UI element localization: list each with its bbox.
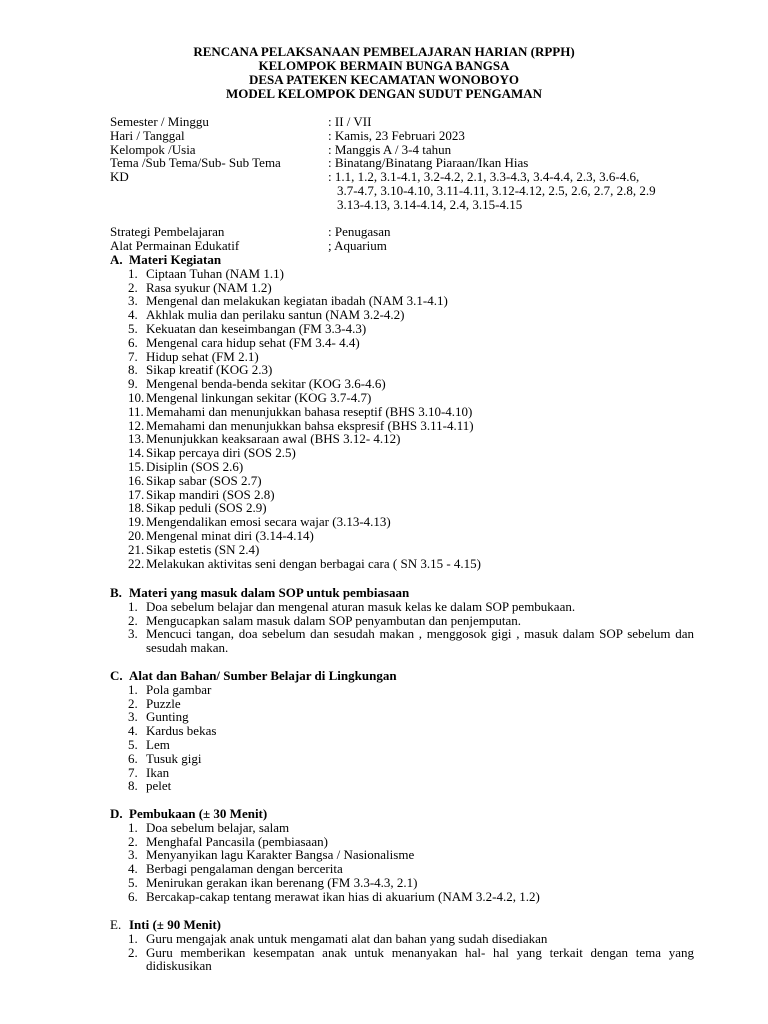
title-line-4: MODEL KELOMPOK DENGAN SUDUT PENGAMAN [225, 86, 543, 101]
list-item [110, 432, 694, 446]
list-item [110, 697, 694, 711]
identity-table [110, 115, 710, 253]
section-d-pembukaan [110, 807, 694, 904]
section-heading [110, 253, 694, 267]
list-item-number: 5. [128, 320, 138, 336]
list-item-number: 6. [128, 888, 138, 904]
list-item-number: 3. [128, 626, 138, 642]
list-item [110, 848, 694, 862]
list-item [110, 876, 694, 890]
list-item [110, 821, 694, 835]
list-item-number: 21. [128, 541, 145, 557]
list-item-text: Disiplin (SOS 2.6) [146, 458, 244, 474]
list-item-text: Menyanyikan lagu Karakter Bangsa / Nasionalisme [146, 847, 415, 863]
list-item-text: Sikap sabar (SOS 2.7) [146, 472, 262, 488]
list-item-number: 4. [128, 307, 138, 323]
section-title: Pembukaan (± 30 Menit) [129, 806, 268, 821]
list-item-number: 15. [128, 458, 145, 474]
list-item [110, 752, 694, 766]
list-item-text: Mengucapkan salam masuk dalam SOP penyambutan dan penjemputan. [146, 612, 521, 628]
list-item-number: 11. [128, 403, 144, 419]
list-item [110, 308, 694, 322]
list-item-number: 9. [128, 376, 138, 392]
meta-row-strategy [110, 225, 710, 239]
list-item-number: 7. [128, 764, 138, 780]
list-item [110, 350, 694, 364]
list-item [110, 405, 694, 419]
list-item-text: Mengenal dan melakukan kegiatan ibadah (NAM 3.1-4.1) [146, 293, 448, 309]
meta-value: : Manggis A / 3-4 tahun [328, 141, 452, 157]
list-item-number: 6. [128, 334, 138, 350]
list-item-number: 4. [128, 861, 138, 877]
list-item-number: 6. [128, 750, 138, 766]
list-item-text: Sikap mandiri (SOS 2.8) [146, 486, 275, 502]
list-item-number: 17. [128, 486, 145, 502]
list-item-text: Ciptaan Tuhan (NAM 1.1) [146, 265, 284, 281]
list-item-number: 1. [128, 819, 138, 835]
list-item-text: Menunjukkan keaksaraan awal (BHS 3.12- 4.12) [146, 431, 401, 447]
list-item-number: 4. [128, 723, 138, 739]
section-title: Materi Kegiatan [129, 252, 222, 267]
list-item-number: 22. [128, 555, 145, 571]
meta-value-continued: 3.7-4.7, 3.10-4.10, 3.11-4.11, 3.12-4.12, 2.5, 2.6, 2.7, 2.8, 2.9 [337, 182, 656, 198]
list-item-number: 14. [128, 445, 145, 461]
list-item-text: Sikap percaya diri (SOS 2.5) [146, 445, 296, 461]
list-item-text: Guru mengajak anak untuk mengamati alat dan bahan yang sudah disediakan [146, 930, 548, 946]
section-title: Materi yang masuk dalam SOP untuk pembiasaan [129, 585, 410, 600]
list-item-text: Doa sebelum belajar, salam [146, 819, 290, 835]
list-item-number: 3. [128, 709, 138, 725]
list-item [110, 267, 694, 281]
meta-row-group [110, 143, 710, 157]
list-item [110, 336, 694, 350]
list-item [110, 932, 694, 946]
section-letter: D. [110, 806, 123, 821]
list-item-number: 1. [128, 265, 138, 281]
list-item [110, 419, 694, 433]
section-list [110, 683, 694, 793]
meta-value-continued: 3.13-4.13, 3.14-4.14, 2.4, 3.15-4.15 [337, 196, 523, 212]
list-item [110, 529, 694, 543]
list-item-text: Pola gambar [146, 681, 212, 697]
list-item [110, 835, 694, 849]
list-item [110, 322, 694, 336]
list-item-text: Melakukan aktivitas seni dengan berbagai cara ( SN 3.15 - 4.15) [146, 555, 482, 571]
section-a-materi-kegiatan [110, 253, 694, 570]
list-item-text: Mengenal linkungan sekitar (KOG 3.7-4.7) [146, 389, 372, 405]
meta-label: Semester / Minggu [110, 114, 209, 129]
list-item [110, 600, 694, 614]
list-item-number: 2. [128, 279, 138, 295]
meta-label: Strategi Pembelajaran [110, 224, 225, 240]
list-item [110, 724, 694, 738]
list-item-text: Menghafal Pancasila (pembiasaan) [146, 833, 328, 849]
list-item [110, 377, 694, 391]
list-item-text: Hidup sehat (FM 2.1) [146, 348, 259, 364]
meta-row-tool [110, 239, 710, 253]
section-list [110, 600, 694, 655]
list-item-number: 5. [128, 874, 138, 890]
list-item-number: 5. [128, 736, 138, 752]
list-item [110, 946, 694, 974]
list-item [110, 862, 694, 876]
list-item [110, 627, 694, 655]
title-line-3: DESA PATEKEN KECAMATAN WONOBOYO [248, 72, 520, 87]
list-item [110, 766, 694, 780]
meta-label: Hari / Tanggal [110, 127, 185, 143]
list-item-number: 16. [128, 472, 145, 488]
list-item [110, 474, 694, 488]
section-heading [110, 807, 694, 821]
list-item-number: 3. [128, 847, 138, 863]
list-item-text: Berbagi pengalaman dengan bercerita [146, 861, 343, 877]
list-item [110, 501, 694, 515]
list-item [110, 779, 694, 793]
list-item-text: Mengenal benda-benda sekitar (KOG 3.6-4.6) [146, 376, 386, 392]
section-title: Inti (± 90 Menit) [129, 917, 221, 932]
list-item-text: Mengenal minat diri (3.14-4.14) [146, 527, 314, 543]
list-item-text: Tusuk gigi [146, 750, 202, 766]
meta-row-semester [110, 115, 710, 129]
list-item-text: Akhlak mulia dan perilaku santun (NAM 3.2-4.2) [146, 307, 405, 323]
meta-value: : Penugasan [328, 224, 391, 240]
list-item [110, 710, 694, 724]
section-title: Alat dan Bahan/ Sumber Belajar di Lingkungan [129, 668, 397, 683]
title-line-2: KELOMPOK BERMAIN BUNGA BANGSA [258, 58, 510, 73]
list-item-number: 7. [128, 348, 138, 364]
list-item-number: 3. [128, 293, 138, 309]
list-item-text: Kekuatan dan keseimbangan (FM 3.3-4.3) [146, 320, 367, 336]
meta-row-theme [110, 156, 710, 170]
meta-value: : II / VII [328, 114, 372, 129]
list-item-text: Mencuci tangan, doa sebelum dan sesudah makan , menggosok gigi , masuk dalam SOP sebelum dan sesudah makan. [146, 626, 694, 656]
list-item-text: Gunting [146, 709, 189, 725]
list-item-text: Kardus bekas [146, 723, 217, 739]
list-item-text: Doa sebelum belajar dan mengenal aturan masuk kelas ke dalam SOP pembukaan. [146, 598, 576, 614]
section-list [110, 821, 694, 904]
list-item-number: 19. [128, 514, 145, 530]
list-item-number: 1. [128, 681, 138, 697]
section-heading [110, 669, 694, 683]
list-item-number: 2. [128, 944, 138, 960]
meta-value: : Kamis, 23 Februari 2023 [328, 127, 465, 143]
list-item-text: Sikap estetis (SN 2.4) [146, 541, 260, 557]
list-item-number: 2. [128, 695, 138, 711]
list-item [110, 281, 694, 295]
list-item-number: 8. [128, 778, 138, 794]
list-item-text: Bercakap-cakap tentang merawat ikan hias di akuarium (NAM 3.2-4.2, 1.2) [146, 888, 540, 904]
list-item-text: Lem [146, 736, 170, 752]
section-heading [110, 918, 694, 932]
section-list [110, 267, 694, 571]
title-line-1: RENCANA PELAKSANAAN PEMBELAJARAN HARIAN (RPPH) [193, 44, 575, 59]
list-item-text: Memahami dan menunjukkan bahasa reseptif (BHS 3.10-4.10) [146, 403, 473, 419]
list-item [110, 515, 694, 529]
section-letter: E. [110, 917, 122, 932]
list-item-text: Ikan [146, 764, 170, 780]
meta-label: Alat Permainan Edukatif [110, 238, 240, 254]
list-item-number: 8. [128, 362, 138, 378]
list-item [110, 683, 694, 697]
document-title [0, 45, 768, 101]
list-item-number: 18. [128, 500, 145, 516]
list-item-text: Guru memberikan kesempatan anak untuk menanyakan hal- hal yang terkait dengan tema yang didiskusikan [146, 944, 694, 974]
list-item-number: 13. [128, 431, 145, 447]
list-item [110, 294, 694, 308]
list-item-text: Puzzle [146, 695, 181, 711]
meta-label: Tema /Sub Tema/Sub- Sub Tema [110, 155, 281, 171]
list-item [110, 614, 694, 628]
section-letter: B. [110, 585, 122, 600]
list-item-number: 10. [128, 389, 145, 405]
list-item [110, 460, 694, 474]
section-list [110, 932, 694, 973]
list-item [110, 543, 694, 557]
list-item [110, 738, 694, 752]
list-item-number: 2. [128, 833, 138, 849]
section-letter: C. [110, 668, 123, 683]
list-item-text: Memahami dan menunjukkan bahsa ekspresif (BHS 3.11-4.11) [146, 417, 474, 433]
list-item-text: Menirukan gerakan ikan berenang (FM 3.3-4.3, 2.1) [146, 874, 418, 890]
list-item-text: Mengendalikan emosi secara wajar (3.13-4.13) [146, 514, 391, 530]
meta-value: : Binatang/Binatang Piaraan/Ikan Hias [328, 155, 529, 171]
list-item-number: 2. [128, 612, 138, 628]
section-b-sop [110, 586, 694, 655]
meta-value: ; Aquarium [328, 238, 387, 254]
meta-label: Kelompok /Usia [110, 141, 196, 157]
meta-row-kd [110, 170, 710, 211]
meta-row-date [110, 129, 710, 143]
list-item-number: 1. [128, 930, 138, 946]
section-letter: A. [110, 252, 123, 267]
meta-label: KD [110, 169, 129, 185]
list-item-text: Mengenal cara hidup sehat (FM 3.4- 4.4) [146, 334, 360, 350]
list-item-number: 12. [128, 417, 145, 433]
list-item-number: 20. [128, 527, 145, 543]
list-item-text: Sikap peduli (SOS 2.9) [146, 500, 267, 516]
list-item [110, 363, 694, 377]
list-item [110, 446, 694, 460]
section-c-alat-bahan [110, 669, 694, 793]
list-item [110, 557, 694, 571]
list-item-text: Rasa syukur (NAM 1.2) [146, 279, 272, 295]
list-item-text: Sikap kreatif (KOG 2.3) [146, 362, 273, 378]
list-item [110, 890, 694, 904]
meta-value: : 1.1, 1.2, 3.1-4.1, 3.2-4.2, 2.1, 3.3-4.3, 3.4-4.4, 2.3, 3.6-4.6, [328, 169, 640, 185]
section-heading [110, 586, 694, 600]
list-item-number: 1. [128, 598, 138, 614]
list-item-text: pelet [146, 778, 172, 794]
list-item [110, 391, 694, 405]
list-item [110, 488, 694, 502]
section-e-inti [110, 918, 694, 973]
